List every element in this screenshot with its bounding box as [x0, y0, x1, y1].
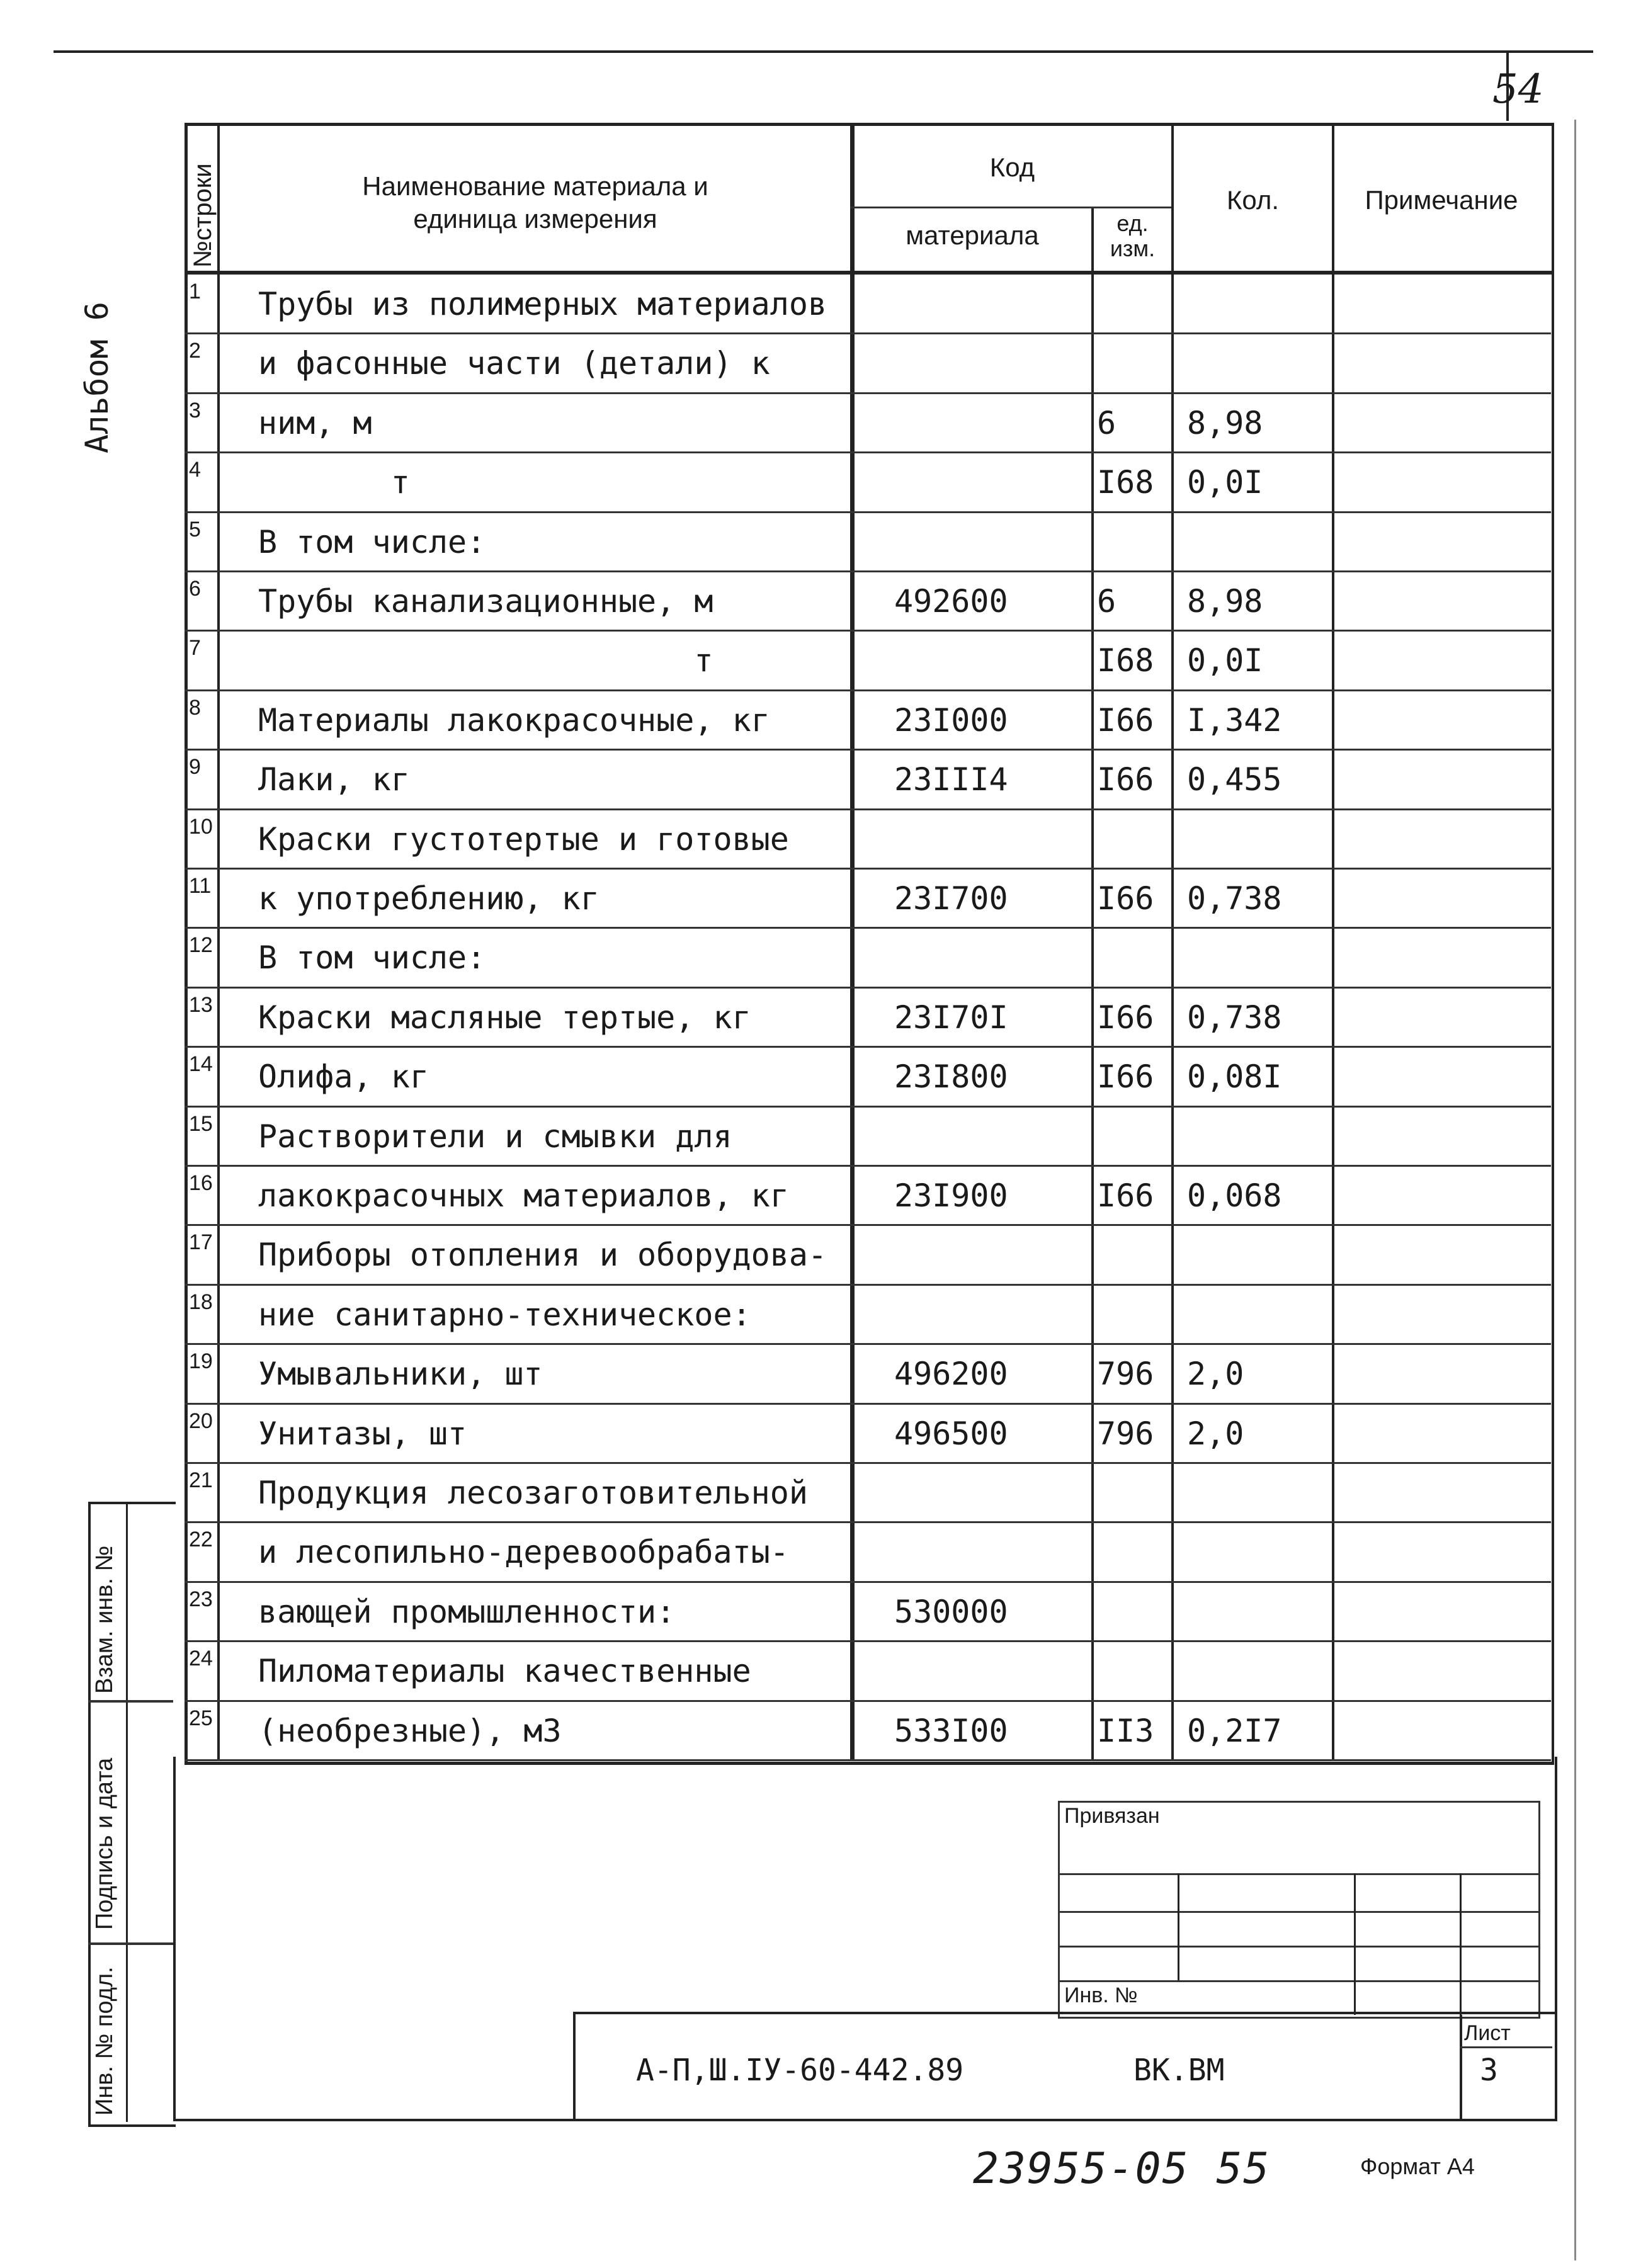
header-code-material: материала [906, 220, 1039, 250]
row-name: ние санитарно-техническое: [258, 1296, 751, 1333]
row-quantity: 2,0 [1187, 1356, 1244, 1393]
side-label-podpis: Подпись и дата [91, 1757, 118, 1930]
header-note: Примечание [1365, 185, 1518, 215]
row-name: Трубы из полимерных материалов [258, 286, 827, 322]
row-name: Олифа, кг [258, 1058, 429, 1096]
row-number: 1 [189, 280, 201, 303]
col-line-material [1091, 208, 1094, 1760]
sheet-divider [1460, 2015, 1462, 2119]
row-quantity: 2,0 [1187, 1415, 1244, 1452]
binding-col-3 [1460, 1873, 1462, 2015]
binding-col-2 [1354, 1873, 1356, 2015]
row-separator [185, 451, 1551, 453]
row-material-code: 496500 [894, 1415, 1008, 1452]
code-subheader-line [850, 207, 1171, 208]
row-name: В том числе: [258, 939, 486, 977]
row-quantity: 8,98 [1187, 583, 1263, 620]
top-rule [54, 50, 1593, 53]
row-unit-code: 6 [1097, 583, 1116, 620]
row-number: 21 [189, 1468, 213, 1492]
header-name: Наименование материала и единица измерения [362, 171, 708, 234]
binding-col-1 [1178, 1873, 1179, 1980]
row-material-code: 23I000 [894, 701, 1008, 739]
row-number: 4 [189, 458, 201, 482]
row-quantity: 0,738 [1187, 880, 1282, 917]
row-quantity: 0,455 [1187, 761, 1282, 798]
row-separator [185, 1343, 1551, 1345]
row-separator [185, 511, 1551, 513]
row-number: 17 [189, 1230, 213, 1255]
row-number: 25 [189, 1706, 213, 1730]
header-code: Код [989, 152, 1035, 182]
row-quantity: 8,98 [1187, 404, 1263, 441]
row-separator [185, 630, 1551, 632]
col-line-name [850, 123, 855, 1760]
row-unit-code: I66 [1097, 761, 1154, 798]
page-number: 54 [1492, 66, 1544, 113]
row-quantity: I,342 [1187, 701, 1282, 739]
row-number: 24 [189, 1647, 213, 1671]
side-label-inv-podl: Инв. № подл. [91, 1966, 118, 2116]
row-separator [185, 1521, 1551, 1523]
row-quantity: 0,068 [1187, 1177, 1282, 1214]
row-separator [185, 1403, 1551, 1405]
binding-line-3 [1058, 1946, 1538, 1948]
col-line-qty [1332, 123, 1334, 1760]
row-separator [185, 1581, 1551, 1583]
footer-number: 23955-05 55 [973, 2144, 1271, 2194]
row-unit-code: I68 [1097, 464, 1154, 501]
row-material-code: 496200 [894, 1356, 1008, 1393]
row-unit-code: 6 [1097, 404, 1116, 441]
row-name: вающей промышленности: [258, 1593, 676, 1630]
row-material-code: 533I00 [894, 1712, 1008, 1749]
row-number: 12 [189, 933, 213, 958]
header-qty: Кол. [1226, 185, 1280, 215]
row-unit-code: I66 [1097, 1058, 1154, 1096]
row-separator [185, 332, 1551, 334]
row-separator [185, 927, 1551, 929]
row-unit-code: I66 [1097, 999, 1154, 1036]
row-number: 9 [189, 755, 201, 780]
side-label-vzam: Взам. инв. № [91, 1545, 118, 1694]
row-number: 18 [189, 1290, 213, 1314]
row-name: Приборы отопления и оборудова- [258, 1237, 827, 1274]
row-separator [185, 1284, 1551, 1286]
row-separator [185, 1165, 1551, 1167]
row-name: Краски густотертые и готовые [258, 820, 789, 858]
row-name: Унитазы, шт [258, 1415, 467, 1452]
row-material-code: 23I700 [894, 880, 1008, 917]
row-material-code: 23III4 [894, 761, 1008, 798]
header-row-no: №строки [189, 163, 217, 268]
row-material-code: 23I70I [894, 999, 1008, 1036]
row-number: 11 [189, 874, 212, 898]
row-separator [185, 689, 1551, 691]
row-name: Краски масляные тертые, кг [258, 999, 751, 1036]
header-separator [185, 271, 1552, 275]
row-number: 23 [189, 1587, 213, 1611]
row-unit-code: I66 [1097, 880, 1154, 917]
row-name: Растворители и смывки для [258, 1118, 732, 1155]
format-label: Формат А4 [1360, 2153, 1475, 2179]
row-number: 14 [189, 1052, 213, 1077]
side-strip-divider [126, 1502, 128, 2122]
album-label: Альбом 6 [79, 302, 115, 453]
row-number: 10 [189, 814, 213, 839]
row-unit-code: 796 [1097, 1415, 1154, 1452]
row-number: 6 [189, 577, 201, 601]
row-name: к употреблению, кг [258, 880, 599, 917]
row-unit-code: II3 [1097, 1712, 1154, 1749]
row-number: 13 [189, 992, 213, 1017]
row-material-code: 23I900 [894, 1177, 1008, 1214]
row-name: т [258, 464, 410, 501]
row-material-code: 23I800 [894, 1058, 1008, 1096]
row-name: Умывальники, шт [258, 1356, 543, 1393]
row-separator [185, 1046, 1551, 1048]
row-unit-code: I66 [1097, 1177, 1154, 1214]
row-separator [185, 987, 1551, 989]
binding-line-4 [1058, 1980, 1538, 1982]
row-number: 22 [189, 1528, 213, 1552]
row-quantity: 0,0I [1187, 464, 1263, 501]
row-separator [185, 1224, 1551, 1226]
binding-line-1 [1058, 1873, 1538, 1875]
row-number: 8 [189, 695, 201, 720]
side-strip-line-2 [88, 1942, 173, 1945]
row-name: лакокрасочных материалов, кг [258, 1177, 789, 1214]
binding-line-2 [1058, 1911, 1538, 1913]
row-name: Трубы канализационные, м [258, 583, 713, 620]
row-material-code: 530000 [894, 1593, 1008, 1630]
row-number: 3 [189, 398, 201, 422]
row-separator [185, 1700, 1551, 1702]
binding-label: Привязан [1064, 1804, 1160, 1828]
row-separator [185, 1462, 1551, 1464]
row-material-code: 492600 [894, 583, 1008, 620]
row-separator [185, 808, 1551, 810]
row-separator [185, 1106, 1551, 1108]
row-unit-code: I66 [1097, 701, 1154, 739]
row-quantity: 0,08I [1187, 1058, 1282, 1096]
row-name: Материалы лакокрасочные, кг [258, 701, 770, 739]
row-separator [185, 392, 1551, 394]
sheet-label: Лист [1464, 2021, 1511, 2045]
row-quantity: 0,0I [1187, 642, 1263, 679]
col-line-unit [1171, 123, 1174, 1760]
document-code: А-П,Ш.IУ-60-442.89 [636, 2053, 964, 2088]
row-separator [185, 570, 1551, 572]
header-code-unit: ед. изм. [1110, 210, 1156, 261]
right-edge-line [1574, 120, 1576, 2260]
row-name: Лаки, кг [258, 761, 410, 798]
row-number: 20 [189, 1409, 213, 1433]
row-name: и лесопильно-деревообрабаты- [258, 1534, 789, 1571]
row-separator [185, 1640, 1551, 1642]
row-name: В том числе: [258, 523, 486, 560]
row-name: т [258, 642, 713, 679]
row-name: Пиломатериалы качественные [258, 1653, 751, 1690]
row-quantity: 0,738 [1187, 999, 1282, 1036]
document-mark: ВК.ВМ [1133, 2053, 1225, 2088]
row-number: 15 [189, 1111, 213, 1136]
row-separator [185, 749, 1551, 751]
sheet-number: 3 [1480, 2053, 1498, 2088]
row-number: 2 [189, 339, 201, 363]
sheet-label-line [1460, 2046, 1552, 2048]
row-name: Продукция лесозаготовительной [258, 1475, 808, 1511]
row-unit-code: 796 [1097, 1356, 1154, 1393]
row-quantity: 0,2I7 [1187, 1712, 1282, 1749]
side-strip-line-1 [88, 1700, 173, 1703]
row-number: 19 [189, 1349, 213, 1374]
inv-label: Инв. № [1064, 1983, 1138, 2007]
row-name: (необрезные), м3 [258, 1712, 562, 1749]
row-number: 5 [189, 517, 201, 541]
row-name: ним, м [258, 404, 372, 441]
row-unit-code: I68 [1097, 642, 1154, 679]
row-number: 7 [189, 636, 201, 661]
row-number: 16 [189, 1171, 213, 1195]
row-separator [185, 868, 1551, 870]
row-name: и фасонные части (детали) к [258, 345, 770, 382]
